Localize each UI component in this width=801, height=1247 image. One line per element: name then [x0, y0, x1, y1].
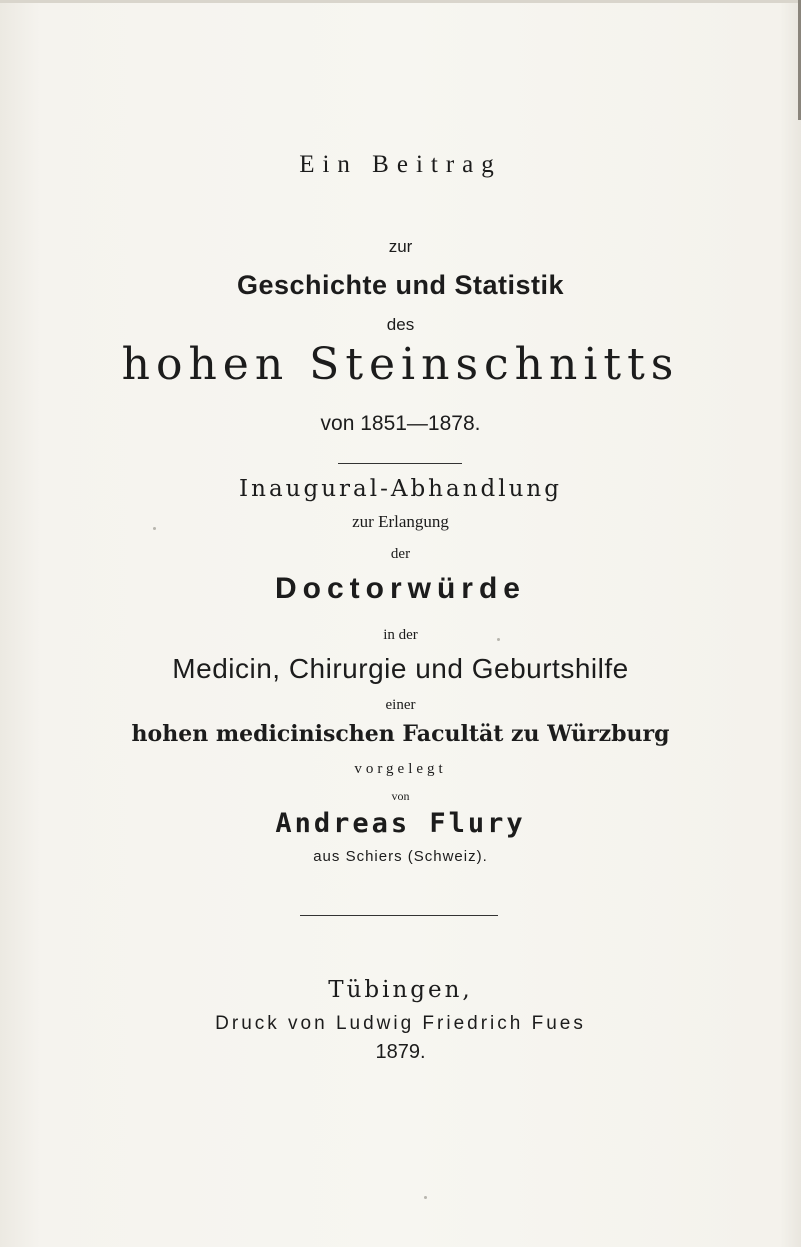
heading-ein-beitrag: Ein Beitrag: [299, 151, 502, 178]
heading-steinschnitt: hohen Steinschnitts: [121, 339, 680, 390]
text-einer: einer: [385, 697, 416, 713]
paper-speck: [424, 1196, 427, 1199]
text-des: des: [386, 315, 415, 334]
heading-medicin: Medicin, Chirurgie und Geburtshilfe: [172, 653, 629, 684]
page-top-edge: [0, 0, 801, 3]
imprint-year: 1879.: [375, 1041, 426, 1063]
text-in-der: in der: [383, 627, 418, 643]
text-year-range: von 1851—1878.: [320, 412, 481, 435]
imprint-city: Tübingen,: [328, 977, 473, 1003]
heading-inaugural: Inaugural-Abhandlung: [239, 476, 562, 502]
author-origin: aus Schiers (Schweiz).: [313, 848, 488, 865]
divider-rule-bottom: [300, 915, 498, 916]
text-zur: zur: [388, 237, 413, 256]
text-vorgelegt: vorgelegt: [354, 761, 447, 777]
heading-facultaet: hohen medicinischen Facultät zu Würzburg: [131, 721, 670, 747]
text-der: der: [390, 546, 411, 562]
imprint-printer: Druck von Ludwig Friedrich Fues: [215, 1013, 586, 1034]
paper-speck: [497, 638, 500, 641]
heading-doctorwuerde: Doctorwürde: [274, 572, 526, 605]
divider-rule-top: [338, 463, 462, 464]
text-von: von: [391, 789, 410, 803]
text-zur-erlangung: zur Erlangung: [352, 512, 449, 531]
heading-geschichte: Geschichte und Statistik: [236, 270, 565, 300]
author-name: Andreas Flury: [275, 808, 526, 839]
paper-speck: [153, 527, 156, 530]
